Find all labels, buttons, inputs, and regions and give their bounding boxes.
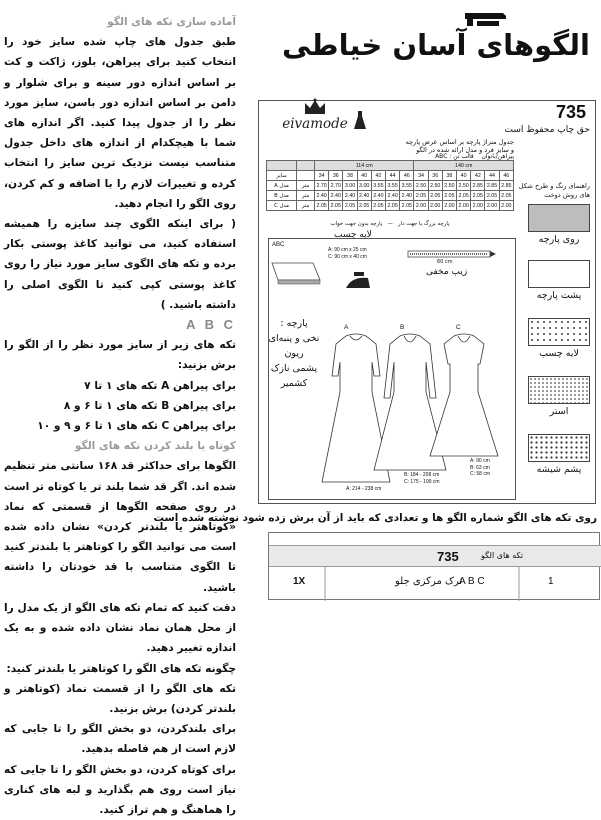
swatch-label-lining: استر xyxy=(549,406,569,417)
yardage-cell: 2.05 xyxy=(344,202,356,209)
yardage-cell: 2.50 xyxy=(430,182,441,189)
yardage-cell: 3.55 xyxy=(387,182,398,189)
yardage-cell: 2.00 xyxy=(486,202,498,209)
pieces-grid-header xyxy=(269,545,601,567)
yardage-cell: 2.40 xyxy=(359,192,370,199)
item-dress-b: برای پیراهن B تکه های ۱ تا ۶ و ۸ xyxy=(63,399,236,412)
yardage-cell: 3.00 xyxy=(359,182,370,189)
yardage-cell: 2.85 xyxy=(472,182,483,189)
pieces-instruction: روی تکه های الگو شماره الگو ها و تعدادی که باید از آن برش زده شود نوشته شده است xyxy=(153,512,597,524)
measure-right-c: C: 58 cm xyxy=(470,471,491,477)
swatch-label-wrong-side: پشت پارچه xyxy=(536,290,582,301)
size-cell: 34 xyxy=(414,171,428,181)
pattern-card xyxy=(258,100,596,504)
size-label: سایز xyxy=(267,171,297,181)
size-cell: 38 xyxy=(343,171,357,181)
yardage-cell: 2.00 xyxy=(430,202,441,209)
width-140: 140 cm xyxy=(414,161,514,171)
table-notes: پارچه بزرگ یا جهت دار — پارچه بدون جهت خواب xyxy=(330,221,450,227)
section-heading: آماده سازی تکه های الگو xyxy=(107,16,236,28)
yardage-cell: 2.85 xyxy=(499,181,513,191)
yardage-cell: 2.05 xyxy=(458,192,469,199)
size-cell: 36 xyxy=(329,171,343,181)
yardage-cell: 2.40 xyxy=(401,192,412,199)
pieces-grid xyxy=(268,532,600,600)
zip-length: 60 cm xyxy=(437,259,453,265)
paragraph-cut-line: تکه های الگو را از قسمت نماد (کوتاهتر و بلندتر کردن) برش بزنید. xyxy=(4,682,236,715)
size-cell: 44 xyxy=(386,171,400,181)
swatch-label-batting: پشم شیشه xyxy=(536,464,582,475)
zip-label: زیپ مخفی xyxy=(426,267,468,277)
pattern-number: 735 xyxy=(555,102,586,122)
paragraph-lengthen: برای بلندکردن، دو بخش الگو را تا جایی که لازم است از هم فاصله بدهید. xyxy=(4,723,236,756)
yardage-cell: 2.70 xyxy=(316,182,327,189)
yardage-cell: 2.00 xyxy=(415,202,427,209)
measure-right-a: A: 90 cm xyxy=(470,458,490,464)
section-heading-length: کوتاه یا بلند کردن تکه های الگو xyxy=(74,440,236,453)
chart-category: پیراهن/بانوان xyxy=(481,153,514,160)
paragraph-length: الگوها برای حداکثر قد ۱۶۸ سانتی متر تنظیم شده اند. اگر قد شما بلند تر یا کوتاه تر است در روی صفحه الگوها از قسمتی که نماد «کوتاهتر یا بلندتر کردن» نشان داده شده است می توانید الگو را کوتاهتر یا بلندتر کنید تا الگوی متناسب با قد خودتان را داشته باشید. xyxy=(4,460,236,594)
dress-letter-a: A xyxy=(344,324,349,331)
paragraph-shorten: برای کوتاه کردن، دو بخش الگو را تا جایی که نیاز است روی هم بگذارید و لبه های کناری را هماهنگ و هم تراز کنید. xyxy=(4,763,236,816)
yardage-cell: 2.05 xyxy=(430,192,441,199)
measure-b: B: 184 - 208 cm xyxy=(404,472,440,478)
yardage-cell: 2.05 xyxy=(444,192,455,199)
brand-name: eivamode xyxy=(282,116,348,132)
model-label: مدل A xyxy=(267,181,297,191)
swatch-label-interfacing: لایه چسب xyxy=(539,348,579,359)
width-114: 114 cm xyxy=(315,161,414,171)
size-cell: 44 xyxy=(485,171,499,181)
piece-name: ترک مرکزی جلو xyxy=(395,576,463,587)
yardage-cell: 2.00 xyxy=(472,202,483,209)
paragraph-how: چگونه تکه های الگو را کوتاهتر یا بلندتر کنید: xyxy=(6,662,236,675)
yardage-cell: 2.40 xyxy=(387,192,398,199)
size-cell: 38 xyxy=(442,171,456,181)
fabric-dim-a: A: 90 cm x 25 cm xyxy=(328,247,367,253)
iron-icon xyxy=(346,272,370,288)
model-label: مدل C xyxy=(267,201,297,211)
yardage-cell: 2.40 xyxy=(373,192,384,199)
yardage-cell: 2.40 xyxy=(330,192,341,199)
size-cell: 42 xyxy=(471,171,485,181)
note-directional: پارچه بزرگ یا جهت دار xyxy=(398,221,450,227)
yardage-cell: 2.40 xyxy=(316,192,327,199)
measure-right-b: B: 63 cm xyxy=(470,464,490,471)
chart-heading-2: و سایز فرد و مدل ارائه شده در الگو xyxy=(416,146,514,154)
fabric-dimensions xyxy=(328,247,367,260)
paragraph-same: دقت کنید که تمام تکه های الگو از یک مدل را از محل همان نماد نشان داده شده و به یک اندازه تغییر دهید. xyxy=(4,601,236,655)
yardage-cell: 2.50 xyxy=(415,182,427,189)
garment-illustrations xyxy=(258,100,596,504)
yardage-cell: 2.05 xyxy=(373,202,384,209)
yardage-cell: 2.05 xyxy=(387,202,398,209)
swatch-legend-title: راهنمای رنگ و طرح شکل های روش دوخت xyxy=(518,182,590,199)
yardage-cell: 2.05 xyxy=(499,191,513,201)
size-cell: 36 xyxy=(428,171,442,181)
fabric-cashmere: کشمیر xyxy=(280,378,308,389)
yardage-cell: 2.00 xyxy=(458,202,469,209)
yardage-cell: 3.00 xyxy=(344,182,356,189)
yardage-cell: 2.05 xyxy=(401,202,412,209)
zipper-icon xyxy=(408,251,496,257)
chart-template: قالب تن : ABC xyxy=(435,153,474,160)
sewing-machine-logo-icon xyxy=(463,10,508,28)
yardage-cell: 2.00 xyxy=(444,202,455,209)
note-nondirectional: پارچه بدون جهت خواب xyxy=(330,221,383,227)
piece-models: A B C xyxy=(459,576,485,587)
yardage-cell: 2.50 xyxy=(458,182,469,189)
yardage-cell: 2.40 xyxy=(344,192,356,199)
site-title: الگوهای آسان خیاطی xyxy=(281,28,590,62)
unit-label: متر xyxy=(297,201,315,211)
interfacing-sample-icon xyxy=(272,263,320,284)
size-cell: 42 xyxy=(371,171,385,181)
dress-letter-c: C xyxy=(456,324,461,331)
abc-label: A B C xyxy=(186,317,236,333)
yardage-cell: 2.70 xyxy=(330,182,341,189)
fabric-dim-c: C: 90 cm x 40 cm xyxy=(328,253,367,260)
dress-c-drawing xyxy=(430,334,498,456)
yardage-cell: 2.05 xyxy=(359,202,370,209)
piece-index: 1 xyxy=(548,576,554,587)
size-cell: 46 xyxy=(499,171,513,181)
yardage-cell: 2.05 xyxy=(316,202,327,209)
pieces-grid-title: تکه های الگو xyxy=(481,551,524,560)
unit-label: متر xyxy=(297,191,315,201)
pieces-grid-number: 735 xyxy=(437,549,459,564)
size-cell: 34 xyxy=(315,171,329,181)
size-cell: 40 xyxy=(457,171,471,181)
paragraph-tracing: ( برای اینکه الگوی چند سایزه را همیشه استفاده کنید، می توانید کاغذ پوستی بکار برده و تکه های الگوی سایز مورد نیاز را روی کاغذ پوستی کپی کنید تا الگوی اصلی را داشته باشید. ) xyxy=(4,218,236,311)
fabric-rayon: ریون xyxy=(284,348,304,359)
unit-label: متر xyxy=(297,181,315,191)
fabric-heading: پارچه : xyxy=(280,318,308,329)
fabric-wool: پشمی نازک xyxy=(270,363,318,374)
measure-c: C: 175 - 199 cm xyxy=(404,479,440,485)
yardage-cell: 3.55 xyxy=(401,182,412,189)
yardage-cell: 3.55 xyxy=(373,182,384,189)
pieces-row xyxy=(269,569,601,595)
size-cell: 46 xyxy=(400,171,414,181)
size-cell: 40 xyxy=(357,171,371,181)
interfacing-label: لایه چسب xyxy=(334,230,372,240)
model-label: مدل B xyxy=(267,191,297,201)
yardage-cell: 2.05 xyxy=(486,192,498,199)
dress-letter-b: B xyxy=(400,324,405,331)
fabric-suggestions xyxy=(260,316,328,391)
paragraph-sizes: طبق جدول های چاپ شده سایز خود را انتخاب کنید برای پیراهن، بلوز، ژاکت و کت بر اساس اندازه دور سینه و برای شلوار و دامن بر اساس اندازه دور باسن، سایز مورد نظر را از جدول پیدا کنید. اگر اندازه های شما با هیچکدام از اندازه های داخل جدول متناسب نیست نزدیک ترین سایز را انتخاب کرده و تغییرات لازم را با اضافه و کم کردن، روی الگو را انجام دهید. xyxy=(4,36,236,210)
yardage-cell: 2.50 xyxy=(444,182,455,189)
chart-heading-1: جدول متراژ پارچه بر اساس عرض پارچه xyxy=(405,138,514,146)
instructions-column xyxy=(4,12,236,820)
swatch-label-right-side: روی پارچه xyxy=(538,234,580,245)
yardage-cell: 2.05 xyxy=(415,192,427,199)
fabric-cotton: نخی و پنبه‌ای xyxy=(268,333,320,344)
piece-quantity: 1X xyxy=(293,576,306,587)
measure-a: A: 214 - 238 cm xyxy=(346,486,382,492)
yardage-cell: 2.00 xyxy=(499,201,513,211)
yardage-cell: 2.05 xyxy=(472,192,483,199)
materials-abc: ABC xyxy=(272,242,285,248)
paragraph-cut: تکه های زیر از سایز مورد نظر را از الگو را برش بزنید: xyxy=(4,339,236,372)
copyright-text: حق چاپ محفوظ است xyxy=(504,125,590,135)
measure-right xyxy=(470,458,490,478)
yardage-cell: 2.85 xyxy=(486,182,498,189)
yardage-cell: 2.05 xyxy=(330,202,341,209)
item-dress-c: برای پیراهن C تکه های ۱ تا ۶ و ۹ و ۱۰ xyxy=(37,420,236,433)
item-dress-a: برای پیراهن A تکه های ۱ تا ۷ xyxy=(84,379,236,392)
